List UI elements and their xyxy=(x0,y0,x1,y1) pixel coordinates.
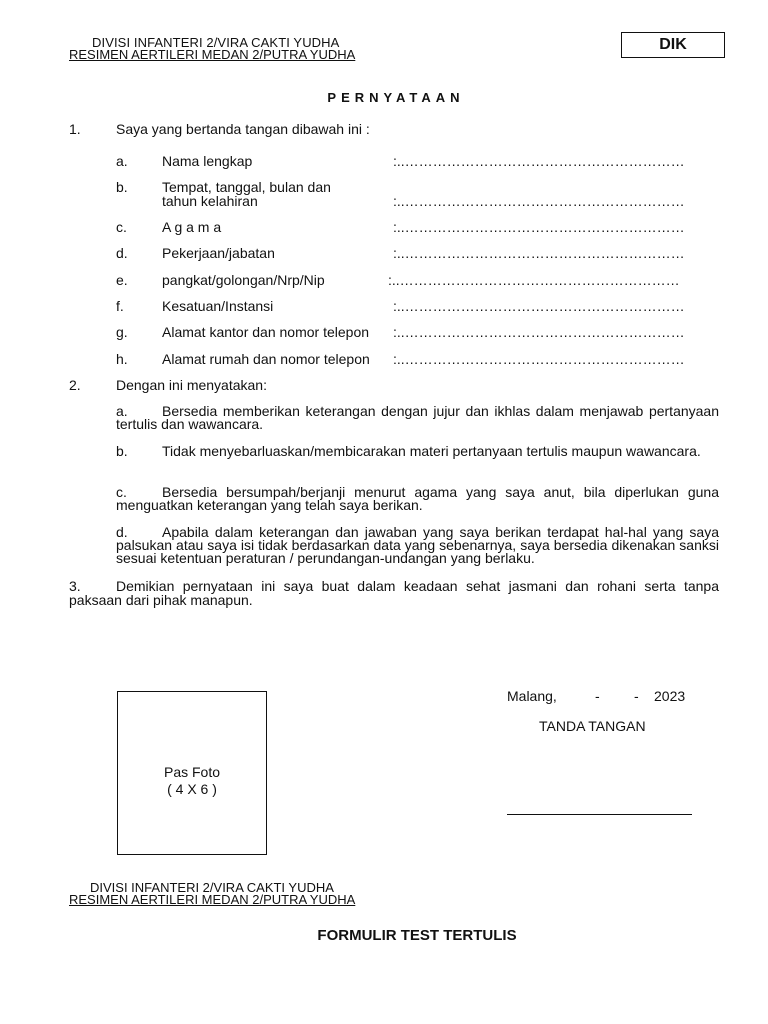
statement-a xyxy=(116,405,719,431)
field-label-name: Nama lengkap xyxy=(162,153,253,169)
field-blank-rank[interactable]: :..…………………………………………………… xyxy=(388,272,680,288)
field-label-religion: A g a m a xyxy=(162,219,222,235)
field-blank-office[interactable]: :..…………………………………………………… xyxy=(393,324,685,340)
statement-letter: c. xyxy=(116,484,127,500)
statement-text: Bersedia bersumpah/berjanji menurut agama yang saya anut, bila diperlukan guna menguatkan keterangan yang telah saya berikan. xyxy=(116,484,719,513)
field-label-office: Alamat kantor dan nomor telepon xyxy=(162,324,370,340)
section3-number: 3. xyxy=(69,578,81,594)
photo-size: ( 4 X 6 ) xyxy=(167,781,217,797)
field-letter: d. xyxy=(116,245,128,261)
signature-year: 2023 xyxy=(654,688,686,704)
code-box: DIK xyxy=(621,32,725,58)
field-letter: h. xyxy=(116,351,128,367)
signature-label: TANDA TANGAN xyxy=(539,718,646,734)
field-letter: b. xyxy=(116,179,128,195)
footer-division: DIVISI INFANTERI 2/VIRA CAKTI YUDHA xyxy=(90,880,334,895)
field-label-birth-line2: tahun kelahiran xyxy=(162,193,258,209)
field-letter: a. xyxy=(116,153,128,169)
signature-place: Malang, xyxy=(507,688,557,704)
field-blank-religion[interactable]: :..…………………………………………………… xyxy=(393,219,685,235)
section1-number: 1. xyxy=(69,121,81,137)
field-letter: e. xyxy=(116,272,128,288)
page-title: PERNYATAAN xyxy=(327,90,465,105)
statement-text: Tidak menyebarluaskan/membicarakan materi pertanyaan tertulis maupun wawancara. xyxy=(162,443,701,459)
field-label-rank: pangkat/golongan/Nrp/Nip xyxy=(162,272,325,288)
statement-d xyxy=(116,526,719,565)
statement-letter: d. xyxy=(116,524,128,540)
closing-statement xyxy=(69,579,719,607)
statement-text: Bersedia memberikan keterangan dengan jujur dan ikhlas dalam menjawab pertanyaan tertulis dan wawancara. xyxy=(116,403,719,432)
footer-regiment: RESIMEN AERTILERI MEDAN 2/PUTRA YUDHA xyxy=(69,892,356,907)
field-letter: f. xyxy=(116,298,124,314)
field-label-job: Pekerjaan/jabatan xyxy=(162,245,275,261)
field-letter: g. xyxy=(116,324,128,340)
field-label-home: Alamat rumah dan nomor telepon xyxy=(162,351,370,367)
header-division: DIVISI INFANTERI 2/VIRA CAKTI YUDHA xyxy=(92,35,340,50)
field-blank-home[interactable]: :..…………………………………………………… xyxy=(393,351,685,367)
section1-intro: Saya yang bertanda tangan dibawah ini : xyxy=(116,121,370,137)
field-blank-job[interactable]: :..…………………………………………………… xyxy=(393,245,685,261)
statement-text: Apabila dalam keterangan dan jawaban yang saya berikan terdapat hal-hal yang saya palsukan atau saya isi tidak berdasarkan data yang sebenarnya, saya bersedia dikenakan sanksi sesuai ketentuan peraturan / perundangan-undangan yang berlaku. xyxy=(116,524,719,566)
field-label-unit: Kesatuan/Instansi xyxy=(162,298,274,314)
section3-text: Demikian pernyataan ini saya buat dalam keadaan sehat jasmani dan rohani serta tanpa paksaan dari pihak manapun. xyxy=(69,578,719,608)
header-regiment: RESIMEN AERTILERI MEDAN 2/PUTRA YUDHA xyxy=(69,47,356,62)
signature-line[interactable] xyxy=(507,814,692,815)
field-blank-name[interactable]: :..…………………………………………………… xyxy=(393,153,685,169)
statement-letter: a. xyxy=(116,403,128,419)
date-dash: - xyxy=(634,688,639,704)
field-blank-birth[interactable]: :..…………………………………………………… xyxy=(393,193,685,209)
field-letter: c. xyxy=(116,219,127,235)
date-dash: - xyxy=(595,688,600,704)
section2-intro: Dengan ini menyatakan: xyxy=(116,377,267,393)
statement-c xyxy=(116,486,719,512)
field-blank-unit[interactable]: :..…………………………………………………… xyxy=(393,298,685,314)
form-title: FORMULIR TEST TERTULIS xyxy=(317,927,517,944)
statement-b xyxy=(116,445,719,458)
statement-letter: b. xyxy=(116,443,128,459)
photo-label: Pas Foto xyxy=(163,764,221,780)
field-label-birth: Tempat, tanggal, bulan dan xyxy=(162,179,331,195)
section2-number: 2. xyxy=(69,377,81,393)
